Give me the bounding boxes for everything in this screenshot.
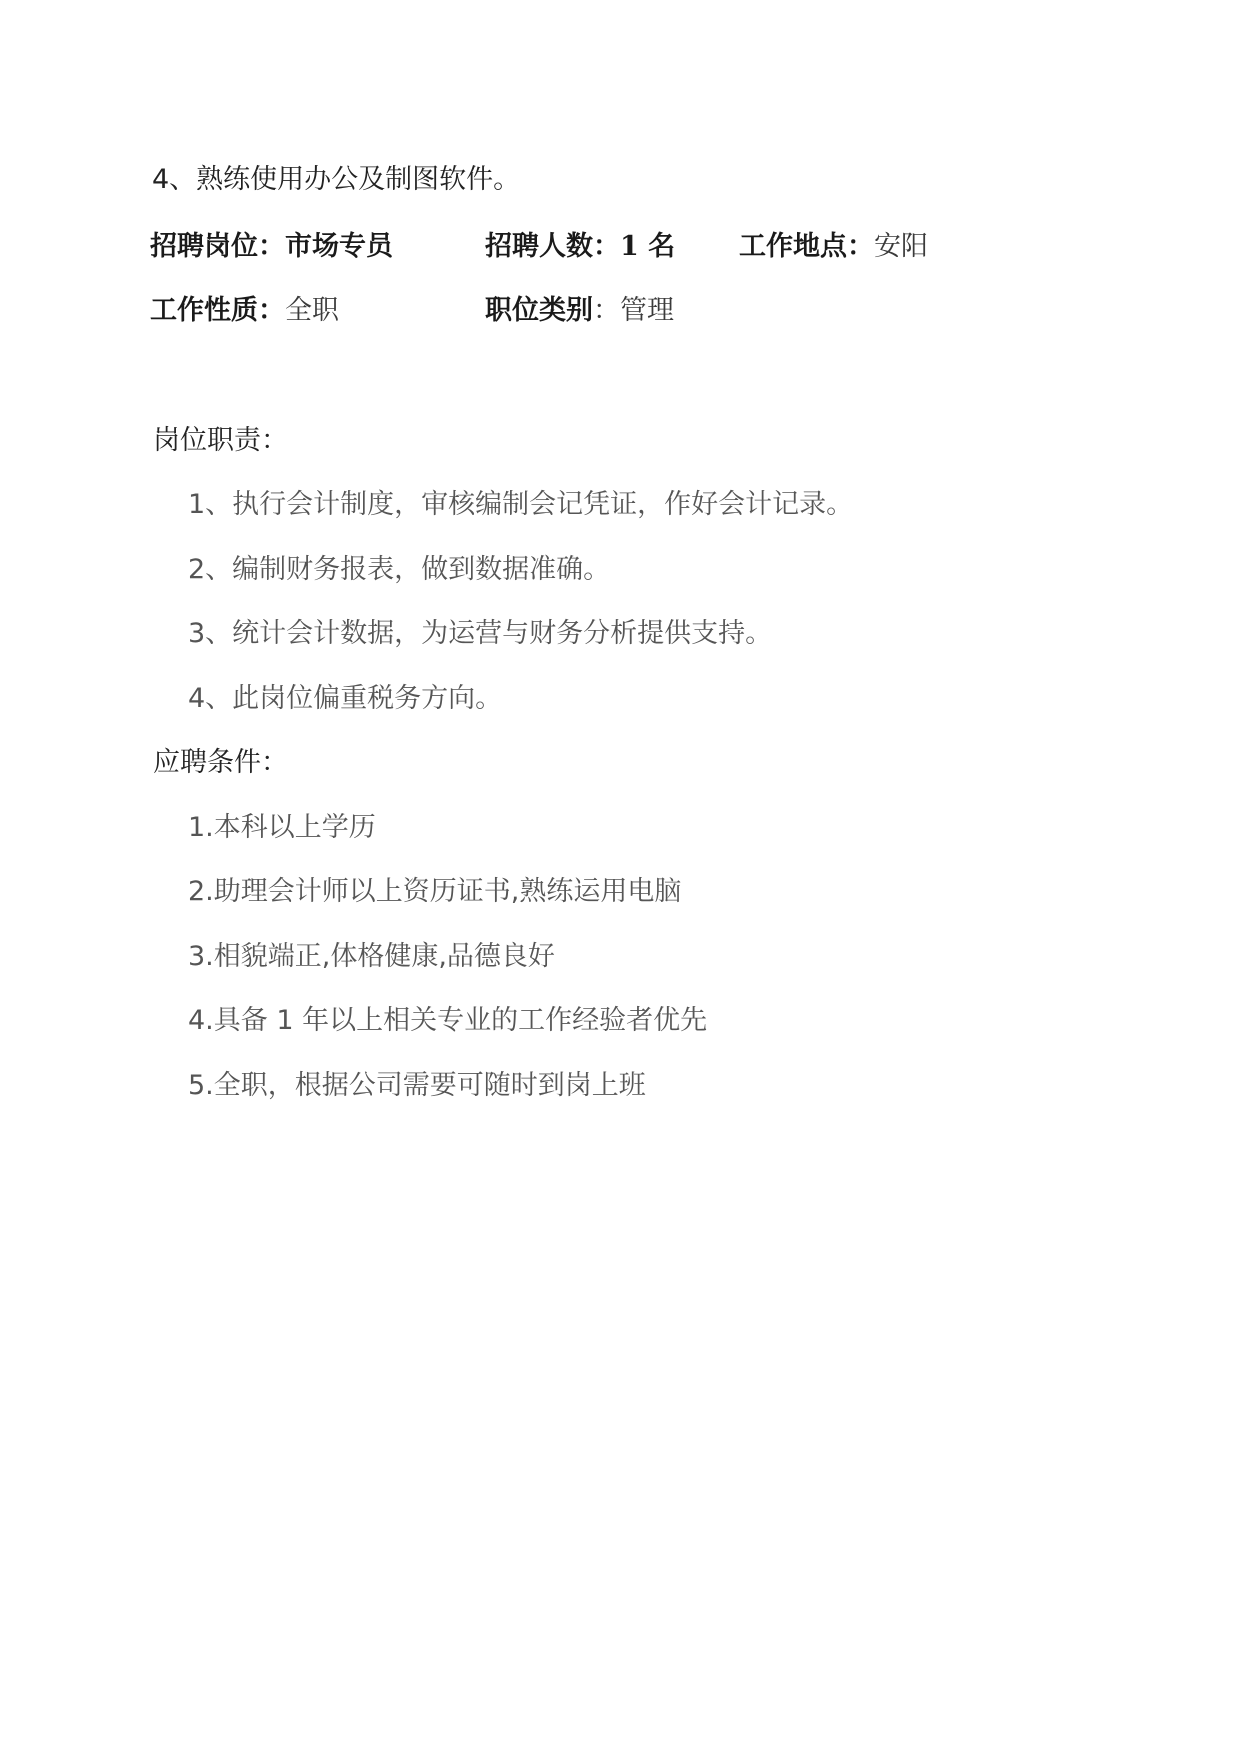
requirements-heading: 应聘条件：	[153, 747, 288, 778]
position-label: 招聘岗位：	[150, 231, 285, 262]
count-label: 招聘人数：	[485, 231, 620, 262]
duty-item: 4、此岗位偏重税务方向。	[188, 683, 503, 714]
nature-value: 全职	[285, 295, 339, 326]
duty-item: 3、统计会计数据，为运营与财务分析提供支持。	[188, 618, 773, 649]
duties-heading: 岗位职责：	[153, 425, 288, 456]
location-row	[739, 229, 928, 265]
requirement-item: 1.本科以上学历	[188, 812, 376, 843]
intro-line: 4、熟练使用办公及制图软件。	[152, 164, 521, 195]
nature-label: 工作性质：	[150, 295, 285, 326]
requirement-item: 3.相貌端正,体格健康,品德良好	[188, 941, 555, 972]
requirement-item: 4.具备 1 年以上相关专业的工作经验者优先	[188, 1005, 708, 1036]
duty-item: 1、执行会计制度，审核编制会记凭证，作好会计记录。	[188, 489, 854, 520]
requirement-item: 5.全职，根据公司需要可随时到岗上班	[188, 1070, 646, 1101]
location-value: 安阳	[874, 231, 928, 262]
category-value: 管理	[620, 295, 674, 326]
duty-item: 2、编制财务报表，做到数据准确。	[188, 554, 611, 585]
position-value: 市场专员	[285, 231, 393, 262]
position-row	[150, 229, 393, 265]
category-row	[485, 293, 674, 329]
category-label: 职位类别	[485, 295, 593, 326]
nature-row	[150, 293, 339, 329]
requirement-item: 2.助理会计师以上资历证书,熟练运用电脑	[188, 876, 682, 907]
category-colon: ：	[593, 295, 620, 326]
location-label: 工作地点：	[739, 231, 874, 262]
count-value: 1 名	[620, 231, 676, 262]
count-row	[485, 229, 675, 265]
